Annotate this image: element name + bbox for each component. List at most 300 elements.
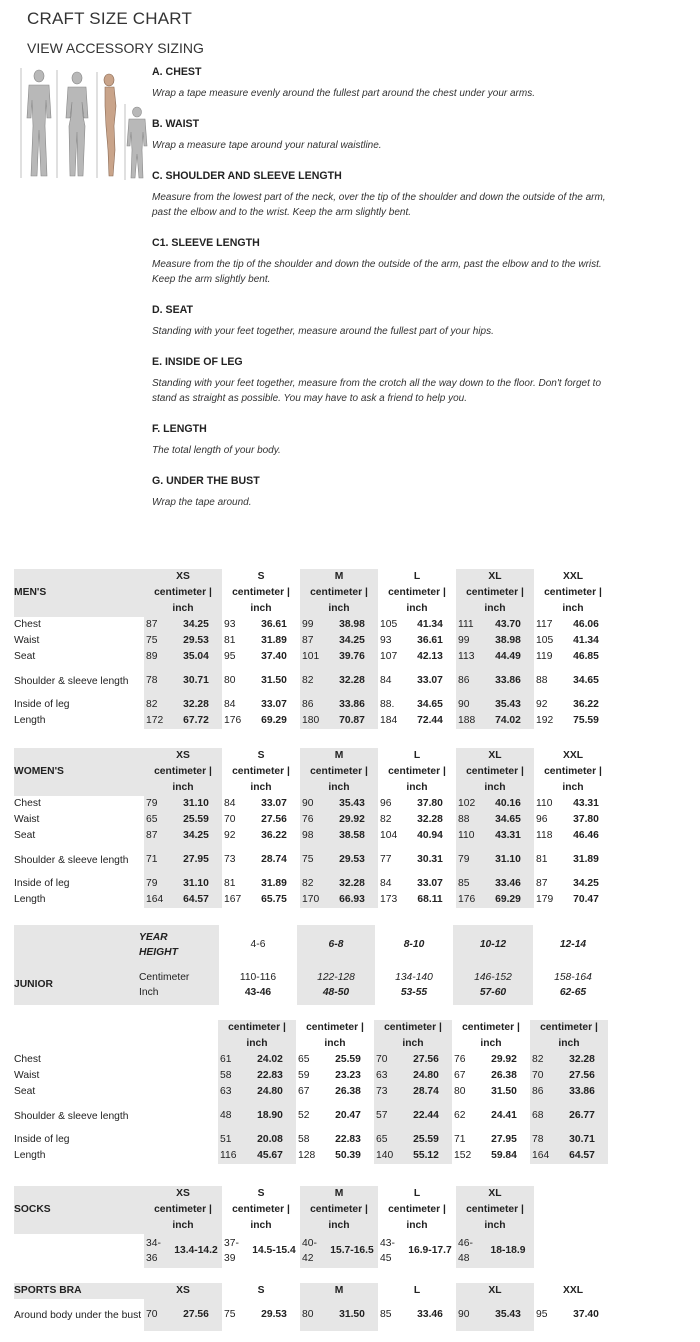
unit-label: centimeter | <box>530 1020 608 1036</box>
unit-label: centimeter | <box>300 585 378 601</box>
inch-value: 37.40 <box>261 651 287 662</box>
inch-value: 37.80 <box>417 798 443 809</box>
guide-heading: G. UNDER THE BUST <box>152 475 260 487</box>
inch-value: 59.84 <box>491 1150 517 1161</box>
cm-value: 84 <box>380 675 392 686</box>
cm-value: 87 <box>300 633 326 649</box>
size-label: XL <box>456 1283 534 1299</box>
unit-label: inch <box>250 1220 272 1231</box>
cm-value: 76 <box>454 1054 466 1065</box>
inch-value: 20.08 <box>244 1132 296 1148</box>
table-row <box>14 665 612 697</box>
unit-label: inch <box>406 782 428 793</box>
inch-value: 28.74 <box>261 854 287 865</box>
cm-value: 110 <box>456 828 482 844</box>
measuring-guide <box>152 66 622 527</box>
size-label: XXL <box>562 750 584 761</box>
size-label: S <box>257 1285 265 1296</box>
cm-value: 87 <box>144 828 170 844</box>
inch-value: 34.25 <box>170 828 222 844</box>
cm-value: 176 <box>456 892 482 908</box>
inch-value: 44.49 <box>482 649 534 665</box>
cm-value: 63 <box>374 1068 400 1084</box>
unit-label: centimeter | <box>144 1202 222 1218</box>
cm-value: 95 <box>224 651 236 662</box>
cm-value: 82 <box>380 814 392 825</box>
cm-value: 92 <box>536 699 548 710</box>
inch-value: 29.53 <box>170 633 222 649</box>
cm-value: 70 <box>144 1299 170 1331</box>
guide-text: The total length of your body. <box>152 445 281 456</box>
cm-value: 78 <box>530 1132 556 1148</box>
cm-value: 82 <box>144 697 170 713</box>
inch-value: 38.98 <box>326 617 378 633</box>
child-figure <box>127 107 147 178</box>
inch-value: 32.28 <box>170 697 222 713</box>
cm-value: 86 <box>300 697 326 713</box>
cm-value: 70 <box>374 1052 400 1068</box>
inch-value: 70.87 <box>326 713 378 729</box>
cm-value: 58 <box>218 1068 244 1084</box>
unit-label: centimeter | <box>300 1202 378 1218</box>
cm-value: 75 <box>224 1309 236 1320</box>
row-label: Inside of leg <box>14 699 70 710</box>
inch-value: 38.58 <box>326 828 378 844</box>
inch-value: 33.07 <box>417 878 443 889</box>
inch-value: 46.06 <box>573 619 599 630</box>
cm-value: 116 <box>218 1148 244 1164</box>
inch-value: 32.28 <box>326 876 378 892</box>
guide-item <box>152 304 622 339</box>
cm-value: 152 <box>454 1150 472 1161</box>
inch-value: 31.10 <box>482 844 534 876</box>
cm-value: 51 <box>218 1132 244 1148</box>
unit-row <box>14 1202 534 1218</box>
unit-label: inch <box>300 1218 378 1234</box>
guide-item <box>152 475 622 510</box>
height-cm: 122-128 <box>317 972 355 983</box>
inch-value: 35.43 <box>482 697 534 713</box>
cm-value: 84 <box>380 878 392 889</box>
cm-value: 80 <box>454 1086 466 1097</box>
cm-value: 88. <box>380 699 395 710</box>
inch-value: 33.86 <box>326 697 378 713</box>
row-label: Seat <box>14 830 36 841</box>
cm-value: 75 <box>300 844 326 876</box>
guide-heading: C1. SLEEVE LENGTH <box>152 237 260 249</box>
table-row <box>14 844 612 876</box>
size-label: S <box>257 750 265 761</box>
height-cm: 158-164 <box>554 972 592 983</box>
inch-value: 40.94 <box>417 830 443 841</box>
header-blank <box>14 1020 218 1036</box>
cm-value: 105 <box>536 635 554 646</box>
section-label: WOMEN'S <box>14 764 144 780</box>
cm-value: 88 <box>456 812 482 828</box>
table-row <box>14 1068 608 1084</box>
cm-value: 84 <box>224 798 236 809</box>
inch-value: 34.65 <box>417 699 443 710</box>
inch-value: 35.43 <box>482 1299 534 1331</box>
table-row <box>14 649 612 665</box>
cm-value: 87 <box>144 617 170 633</box>
inch-value: 29.92 <box>326 812 378 828</box>
section-label: SPORTS BRA <box>14 1283 144 1299</box>
junior-height <box>533 965 613 1005</box>
inch-value: 43.31 <box>482 828 534 844</box>
inch-value: 55.12 <box>400 1148 452 1164</box>
cm-value: 63 <box>218 1084 244 1100</box>
header-blank <box>14 748 144 764</box>
cm-value: 67 <box>298 1086 310 1097</box>
cm-value: 184 <box>380 715 398 726</box>
unit-label: centimeter | <box>456 585 534 601</box>
height-inch: 57-60 <box>479 987 507 998</box>
size-label: XS <box>144 748 222 764</box>
header-blank <box>14 780 144 796</box>
inch-value: 26.77 <box>556 1100 608 1132</box>
inch-value: 39.76 <box>326 649 378 665</box>
junior-age-table <box>14 925 613 1005</box>
inch-value: 43.31 <box>573 798 599 809</box>
guide-heading: F. LENGTH <box>152 423 207 435</box>
guide-item <box>152 423 622 458</box>
inch-value: 36.22 <box>573 699 599 710</box>
size-label: XL <box>456 748 534 764</box>
guide-item <box>152 237 622 287</box>
inch-value: 74.02 <box>482 713 534 729</box>
unit-label: inch <box>456 780 534 796</box>
cm-value: 82 <box>300 876 326 892</box>
junior-height <box>297 965 375 1005</box>
inch-value: 36.22 <box>261 830 287 841</box>
inch-value: 70.47 <box>573 894 599 905</box>
unit-label: centimeter | <box>456 1202 534 1218</box>
inch-value: 46.85 <box>573 651 599 662</box>
size-header-row <box>14 748 612 764</box>
size-label: XXL <box>562 1285 584 1296</box>
cm-value: 188 <box>456 713 482 729</box>
row-label: Length <box>14 1150 46 1161</box>
inch-value: 18.90 <box>244 1100 296 1132</box>
inch-value: 31.89 <box>261 878 287 889</box>
guide-text: Wrap a tape measure evenly around the fullest part around the chest under your arms. <box>152 88 535 99</box>
cm-value: 173 <box>380 894 398 905</box>
cm-value: 99 <box>300 617 326 633</box>
inch-value: 32.28 <box>556 1052 608 1068</box>
inch-value: 33.86 <box>482 665 534 697</box>
cm-value: 79 <box>144 876 170 892</box>
cm-value: 73 <box>224 854 236 865</box>
cm-value: 46-48 <box>456 1234 482 1268</box>
cm-value: 111 <box>456 617 482 633</box>
inch-value: 32.28 <box>326 665 378 697</box>
inch-value: 31.10 <box>170 876 222 892</box>
unit-label: inch <box>456 1218 534 1234</box>
inch-value: 42.13 <box>417 651 443 662</box>
unit-label: centimeter | <box>388 766 446 777</box>
cm-value: 86 <box>456 665 482 697</box>
inch-value: 67.72 <box>170 713 222 729</box>
row-label: Chest <box>14 1054 41 1065</box>
inch-value: 30.71 <box>170 665 222 697</box>
inch-value: 33.86 <box>556 1084 608 1100</box>
unit-label: inch <box>250 603 272 614</box>
row-label: Chest <box>14 798 41 809</box>
inch-value: 25.59 <box>400 1132 452 1148</box>
cm-value: 81 <box>224 635 236 646</box>
cm-value: 86 <box>530 1084 556 1100</box>
inch-value: 28.74 <box>400 1084 452 1100</box>
inch-value: 40.16 <box>482 796 534 812</box>
row-label: Waist <box>14 1070 40 1081</box>
cm-value: 82 <box>530 1052 556 1068</box>
section-label: JUNIOR <box>14 965 139 1005</box>
guide-text: Standing with your feet together, measure around the fullest part of your hips. <box>152 326 494 337</box>
cm-value: 179 <box>536 894 554 905</box>
unit-label: inch <box>324 1038 346 1049</box>
cm-value: 128 <box>298 1150 316 1161</box>
junior-key-units <box>139 965 219 1005</box>
cm-value: 34-36 <box>144 1234 170 1268</box>
cm-value: 40-42 <box>300 1234 326 1268</box>
inch-value: 25.59 <box>170 812 222 828</box>
row-label: Inside of leg <box>14 1134 70 1145</box>
side-figure <box>104 74 116 176</box>
inch-value: 20.47 <box>335 1110 361 1121</box>
inch-value: 41.34 <box>573 635 599 646</box>
row-label: Seat <box>14 651 36 662</box>
inch-value: 45.67 <box>244 1148 296 1164</box>
unit-label: centimeter | <box>144 764 222 780</box>
unit-row <box>14 1218 534 1234</box>
inch-value: 31.50 <box>261 675 287 686</box>
unit-label: inch <box>144 780 222 796</box>
inch-value: 33.46 <box>417 1309 443 1320</box>
size-label: S <box>257 1188 265 1199</box>
row-label: Seat <box>14 1086 36 1097</box>
unit-label: centimeter | <box>306 1022 364 1033</box>
unit-label: centimeter | <box>544 587 602 598</box>
cm-value: 65 <box>298 1054 310 1065</box>
cm-value: 82 <box>300 665 326 697</box>
inch-value: 35.04 <box>170 649 222 665</box>
row-label: Inside of leg <box>14 878 70 889</box>
unit-label: inch <box>144 1218 222 1234</box>
unit-label: inch <box>250 782 272 793</box>
cm-value: 104 <box>380 830 398 841</box>
cm-value: 98 <box>300 828 326 844</box>
unit-label: centimeter | <box>232 766 290 777</box>
cm-value: 43-45 <box>380 1238 395 1264</box>
size-header-row <box>14 1186 534 1202</box>
sports-bra-size-table <box>14 1283 612 1331</box>
unit-label: inch <box>374 1036 452 1052</box>
guide-item <box>152 66 622 101</box>
unit-label: centimeter | <box>232 1204 290 1215</box>
key-height: HEIGHT <box>139 947 178 958</box>
inch-value: 33.46 <box>482 876 534 892</box>
inch-value: 13.4-14.2 <box>170 1234 222 1268</box>
table-row <box>14 828 612 844</box>
inch-value: 31.89 <box>261 635 287 646</box>
table-row <box>14 1132 608 1148</box>
mens-size-table <box>14 569 612 729</box>
unit-label: inch <box>406 1220 428 1231</box>
inch-value: 22.83 <box>244 1068 296 1084</box>
cm-value: 75 <box>144 633 170 649</box>
cm-value: 76 <box>300 812 326 828</box>
unit-label: centimeter | <box>462 1022 520 1033</box>
cm-value: 79 <box>144 796 170 812</box>
unit-row <box>14 585 612 601</box>
cm-value: 101 <box>300 649 326 665</box>
inch-value: 24.80 <box>244 1084 296 1100</box>
key-inch: Inch <box>139 987 159 998</box>
inch-value: 22.83 <box>335 1134 361 1145</box>
cm-value: 170 <box>300 892 326 908</box>
unit-row <box>14 764 612 780</box>
inch-value: 35.43 <box>326 796 378 812</box>
height-cm: 134-140 <box>395 972 433 983</box>
unit-label: centimeter | <box>218 1020 296 1036</box>
inch-value: 27.56 <box>170 1299 222 1331</box>
cm-value: 70 <box>224 814 236 825</box>
cm-value: 117 <box>536 619 553 630</box>
inch-value: 69.29 <box>261 715 287 726</box>
junior-age: 10-12 <box>453 925 533 965</box>
junior-key-row <box>14 925 613 965</box>
inch-value: 25.59 <box>335 1054 361 1065</box>
guide-item <box>152 170 622 220</box>
inch-value: 33.07 <box>261 699 287 710</box>
table-row <box>14 1052 608 1068</box>
inch-value: 27.56 <box>261 814 287 825</box>
header-blank <box>14 925 139 965</box>
cm-value: 164 <box>530 1148 556 1164</box>
junior-age: 4-6 <box>250 939 266 950</box>
header-blank <box>14 1036 218 1052</box>
size-label: S <box>257 571 265 582</box>
cm-value: 81 <box>536 854 548 865</box>
male-figure <box>27 70 51 176</box>
inch-value: 64.57 <box>170 892 222 908</box>
cm-value: 105 <box>380 619 398 630</box>
cm-value: 68 <box>530 1100 556 1132</box>
inch-value: 68.11 <box>417 894 443 905</box>
unit-label: inch <box>406 603 428 614</box>
table-row <box>14 1234 534 1268</box>
size-label: L <box>413 1285 421 1296</box>
unit-label: inch <box>456 601 534 617</box>
inch-value: 29.92 <box>491 1054 517 1065</box>
cm-value: 57 <box>374 1100 400 1132</box>
socks-size-table <box>14 1186 534 1268</box>
inch-value: 26.38 <box>335 1086 361 1097</box>
cm-value: 102 <box>456 796 482 812</box>
cm-value: 96 <box>536 814 548 825</box>
cm-value: 81 <box>224 878 236 889</box>
size-label: XXL <box>562 571 584 582</box>
unit-row <box>14 1020 608 1036</box>
unit-label: centimeter | <box>232 587 290 598</box>
cm-value: 118 <box>536 830 553 841</box>
cm-value: 85 <box>380 1309 392 1320</box>
cm-value: 67 <box>454 1070 466 1081</box>
guide-text: Measure from the lowest part of the neck, over the tip of the shoulder and down the outside of the arm, past the elbow and to the wrist. Keep the arm slightly bent. <box>152 192 606 218</box>
height-inch: 43-46 <box>244 987 272 998</box>
inch-value: 29.53 <box>326 844 378 876</box>
header-blank <box>14 1186 144 1202</box>
junior-height <box>219 965 297 1005</box>
inch-value: 37.40 <box>573 1309 599 1320</box>
unit-label: inch <box>144 601 222 617</box>
inch-value: 34.25 <box>326 633 378 649</box>
guide-heading: E. INSIDE OF LEG <box>152 356 243 368</box>
guide-heading: B. WAIST <box>152 118 200 130</box>
inch-value: 16.9-17.7 <box>408 1245 452 1256</box>
female-figure <box>66 72 88 176</box>
cm-value: 107 <box>380 651 398 662</box>
size-header-row <box>14 1283 612 1299</box>
inch-value: 37.80 <box>573 814 599 825</box>
inch-value: 33.07 <box>417 675 443 686</box>
size-label: L <box>413 571 421 582</box>
inch-value: 31.89 <box>573 854 599 865</box>
table-row <box>14 713 612 729</box>
size-label: XS <box>144 1186 222 1202</box>
cm-value: 110 <box>536 798 553 809</box>
inch-value: 24.41 <box>491 1110 517 1121</box>
cm-value: 90 <box>456 1299 482 1331</box>
height-inch: 48-50 <box>322 987 350 998</box>
inch-value: 65.75 <box>261 894 287 905</box>
accessory-sizing-link[interactable]: VIEW ACCESSORY SIZING <box>27 40 204 56</box>
inch-value: 29.53 <box>261 1309 287 1320</box>
row-label: Shoulder & sleeve length <box>14 675 129 687</box>
cm-value: 80 <box>224 675 236 686</box>
table-row <box>14 1084 608 1100</box>
cm-value: 180 <box>300 713 326 729</box>
inch-value: 34.65 <box>482 812 534 828</box>
inch-value: 69.29 <box>482 892 534 908</box>
inch-value: 27.95 <box>170 844 222 876</box>
junior-height <box>453 965 533 1005</box>
table-row <box>14 1299 612 1331</box>
junior-height-row <box>14 965 613 1005</box>
junior-age: 8-10 <box>403 939 425 950</box>
cm-value: 52 <box>298 1110 310 1121</box>
table-row <box>14 1148 608 1164</box>
inch-value: 27.56 <box>400 1052 452 1068</box>
cm-value: 140 <box>374 1148 400 1164</box>
cm-value: 80 <box>300 1299 326 1331</box>
height-cm: 110-116 <box>239 972 277 983</box>
row-label: Waist <box>14 635 40 646</box>
cm-value: 88 <box>536 675 548 686</box>
cm-value: 77 <box>380 854 392 865</box>
size-label: M <box>300 1186 378 1202</box>
table-row <box>14 796 612 812</box>
inch-value: 31.10 <box>170 796 222 812</box>
inch-value: 43.70 <box>482 617 534 633</box>
unit-label: inch <box>300 601 378 617</box>
section-label: SOCKS <box>14 1202 144 1218</box>
row-label: Length <box>14 894 46 905</box>
inch-value: 30.31 <box>417 854 443 865</box>
row-label: Chest <box>14 619 41 630</box>
key-cm: Centimeter <box>139 972 190 983</box>
